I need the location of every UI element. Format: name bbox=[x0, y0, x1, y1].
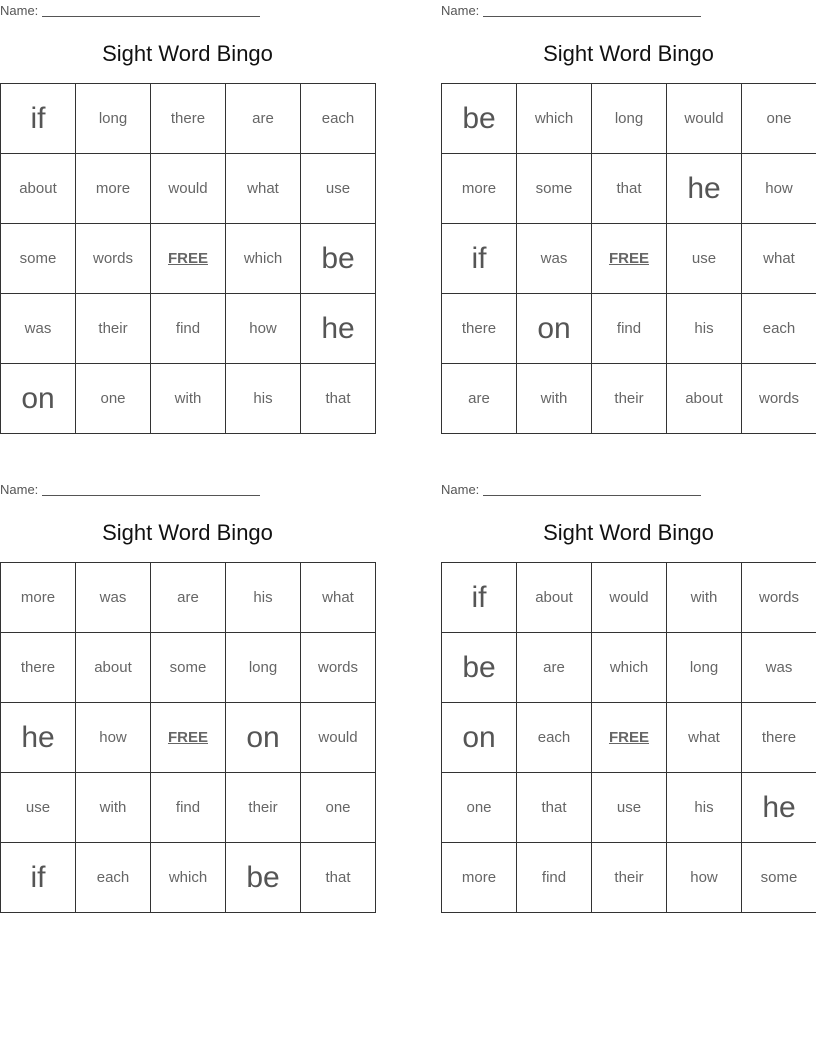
bingo-cell: words bbox=[742, 364, 816, 434]
bingo-cell: there bbox=[742, 703, 816, 773]
bingo-cell: are bbox=[517, 633, 592, 703]
bingo-cell: how bbox=[667, 843, 742, 913]
bingo-row bbox=[442, 364, 816, 434]
bingo-cell: use bbox=[592, 773, 667, 843]
bingo-cell: one bbox=[442, 773, 517, 843]
bingo-cell: that bbox=[517, 773, 592, 843]
bingo-row bbox=[1, 703, 376, 773]
bingo-cell: words bbox=[742, 563, 816, 633]
bingo-cell: what bbox=[226, 154, 301, 224]
bingo-cell: long bbox=[226, 633, 301, 703]
bingo-cell: on bbox=[517, 294, 592, 364]
bingo-row bbox=[1, 843, 376, 913]
name-field bbox=[0, 3, 260, 19]
name-label: Name: bbox=[441, 3, 480, 18]
bingo-grid bbox=[0, 83, 376, 434]
bingo-grid bbox=[441, 562, 816, 913]
bingo-card-1 bbox=[0, 0, 375, 440]
name-blank-line bbox=[483, 494, 701, 496]
bingo-row bbox=[1, 154, 376, 224]
bingo-cell: are bbox=[151, 563, 226, 633]
card-title: Sight Word Bingo bbox=[102, 41, 273, 66]
bingo-cell: what bbox=[301, 563, 376, 633]
bingo-row bbox=[442, 224, 816, 294]
bingo-cell: that bbox=[592, 154, 667, 224]
bingo-cell: more bbox=[442, 154, 517, 224]
bingo-card-2 bbox=[441, 0, 816, 440]
bingo-cell: use bbox=[301, 154, 376, 224]
bingo-cell: each bbox=[517, 703, 592, 773]
bingo-cell: their bbox=[592, 364, 667, 434]
bingo-cell: there bbox=[151, 84, 226, 154]
bingo-cell: some bbox=[517, 154, 592, 224]
bingo-cell: one bbox=[76, 364, 151, 434]
bingo-row bbox=[1, 633, 376, 703]
bingo-cell: long bbox=[76, 84, 151, 154]
bingo-row bbox=[1, 224, 376, 294]
bingo-cell: how bbox=[226, 294, 301, 364]
bingo-cell: their bbox=[592, 843, 667, 913]
bingo-cell: find bbox=[517, 843, 592, 913]
bingo-row bbox=[442, 84, 816, 154]
bingo-cell: use bbox=[1, 773, 76, 843]
bingo-cell: be bbox=[226, 843, 301, 913]
bingo-cell: with bbox=[76, 773, 151, 843]
bingo-cell: his bbox=[226, 364, 301, 434]
bingo-row bbox=[442, 294, 816, 364]
name-field bbox=[441, 3, 701, 19]
card-title: Sight Word Bingo bbox=[543, 41, 714, 66]
name-blank-line bbox=[483, 15, 701, 17]
free-space-cell: FREE bbox=[592, 703, 667, 773]
bingo-cell: on bbox=[226, 703, 301, 773]
bingo-cell: words bbox=[301, 633, 376, 703]
bingo-cell: how bbox=[76, 703, 151, 773]
bingo-row bbox=[442, 843, 816, 913]
bingo-cell: about bbox=[76, 633, 151, 703]
bingo-cell: each bbox=[742, 294, 816, 364]
bingo-cell: long bbox=[667, 633, 742, 703]
bingo-row bbox=[1, 364, 376, 434]
bingo-cell: he bbox=[742, 773, 816, 843]
bingo-cell: if bbox=[442, 224, 517, 294]
bingo-cell: would bbox=[667, 84, 742, 154]
bingo-cell: he bbox=[1, 703, 76, 773]
bingo-cell: would bbox=[592, 563, 667, 633]
bingo-cell: about bbox=[667, 364, 742, 434]
bingo-cell: their bbox=[76, 294, 151, 364]
bingo-cell: about bbox=[517, 563, 592, 633]
bingo-cell: would bbox=[301, 703, 376, 773]
free-space-cell: FREE bbox=[151, 703, 226, 773]
bingo-cell: find bbox=[151, 294, 226, 364]
name-blank-line bbox=[42, 15, 260, 17]
bingo-cell: each bbox=[76, 843, 151, 913]
bingo-cell: if bbox=[1, 843, 76, 913]
bingo-row bbox=[1, 563, 376, 633]
bingo-row bbox=[442, 154, 816, 224]
bingo-cell: each bbox=[301, 84, 376, 154]
bingo-cell: his bbox=[667, 294, 742, 364]
bingo-cell: what bbox=[742, 224, 816, 294]
bingo-cell: are bbox=[442, 364, 517, 434]
bingo-cell: with bbox=[517, 364, 592, 434]
bingo-card-4 bbox=[441, 479, 816, 919]
bingo-cell: find bbox=[151, 773, 226, 843]
bingo-cell: more bbox=[76, 154, 151, 224]
bingo-cell: there bbox=[1, 633, 76, 703]
bingo-grid bbox=[0, 562, 376, 913]
bingo-cell: long bbox=[592, 84, 667, 154]
bingo-grid bbox=[441, 83, 816, 434]
bingo-cell: was bbox=[742, 633, 816, 703]
bingo-cell: more bbox=[442, 843, 517, 913]
bingo-row bbox=[442, 773, 816, 843]
bingo-cell: his bbox=[226, 563, 301, 633]
bingo-cell: would bbox=[151, 154, 226, 224]
bingo-cell: which bbox=[151, 843, 226, 913]
bingo-cell: there bbox=[442, 294, 517, 364]
bingo-cell: use bbox=[667, 224, 742, 294]
bingo-row bbox=[442, 703, 816, 773]
bingo-cell: how bbox=[742, 154, 816, 224]
bingo-cell: he bbox=[301, 294, 376, 364]
name-field bbox=[441, 482, 701, 498]
bingo-cell: that bbox=[301, 364, 376, 434]
free-space-cell: FREE bbox=[592, 224, 667, 294]
bingo-cell: some bbox=[1, 224, 76, 294]
bingo-row bbox=[442, 633, 816, 703]
bingo-cell: one bbox=[742, 84, 816, 154]
bingo-card-3 bbox=[0, 479, 375, 919]
bingo-cell: their bbox=[226, 773, 301, 843]
bingo-cell: more bbox=[1, 563, 76, 633]
free-space-cell: FREE bbox=[151, 224, 226, 294]
bingo-cell: which bbox=[226, 224, 301, 294]
bingo-cell: about bbox=[1, 154, 76, 224]
bingo-cell: with bbox=[667, 563, 742, 633]
card-title: Sight Word Bingo bbox=[543, 520, 714, 545]
bingo-cell: that bbox=[301, 843, 376, 913]
card-title: Sight Word Bingo bbox=[102, 520, 273, 545]
bingo-cell: some bbox=[151, 633, 226, 703]
name-field bbox=[0, 482, 260, 498]
bingo-cell: with bbox=[151, 364, 226, 434]
bingo-cell: was bbox=[76, 563, 151, 633]
bingo-cell: what bbox=[667, 703, 742, 773]
bingo-cell: are bbox=[226, 84, 301, 154]
bingo-cell: which bbox=[517, 84, 592, 154]
bingo-cell: if bbox=[1, 84, 76, 154]
bingo-cell: be bbox=[442, 84, 517, 154]
bingo-cell: if bbox=[442, 563, 517, 633]
bingo-row bbox=[442, 563, 816, 633]
bingo-cell: on bbox=[1, 364, 76, 434]
bingo-cell: words bbox=[76, 224, 151, 294]
name-blank-line bbox=[42, 494, 260, 496]
bingo-row bbox=[1, 773, 376, 843]
bingo-cell: which bbox=[592, 633, 667, 703]
bingo-cell: he bbox=[667, 154, 742, 224]
bingo-cell: was bbox=[1, 294, 76, 364]
name-label: Name: bbox=[0, 482, 39, 497]
bingo-cell: find bbox=[592, 294, 667, 364]
bingo-cell: one bbox=[301, 773, 376, 843]
bingo-cell: be bbox=[442, 633, 517, 703]
bingo-cell: on bbox=[442, 703, 517, 773]
bingo-cell: be bbox=[301, 224, 376, 294]
name-label: Name: bbox=[441, 482, 480, 497]
bingo-cell: some bbox=[742, 843, 816, 913]
name-label: Name: bbox=[0, 3, 39, 18]
bingo-row bbox=[1, 294, 376, 364]
bingo-cell: his bbox=[667, 773, 742, 843]
bingo-cell: was bbox=[517, 224, 592, 294]
bingo-row bbox=[1, 84, 376, 154]
